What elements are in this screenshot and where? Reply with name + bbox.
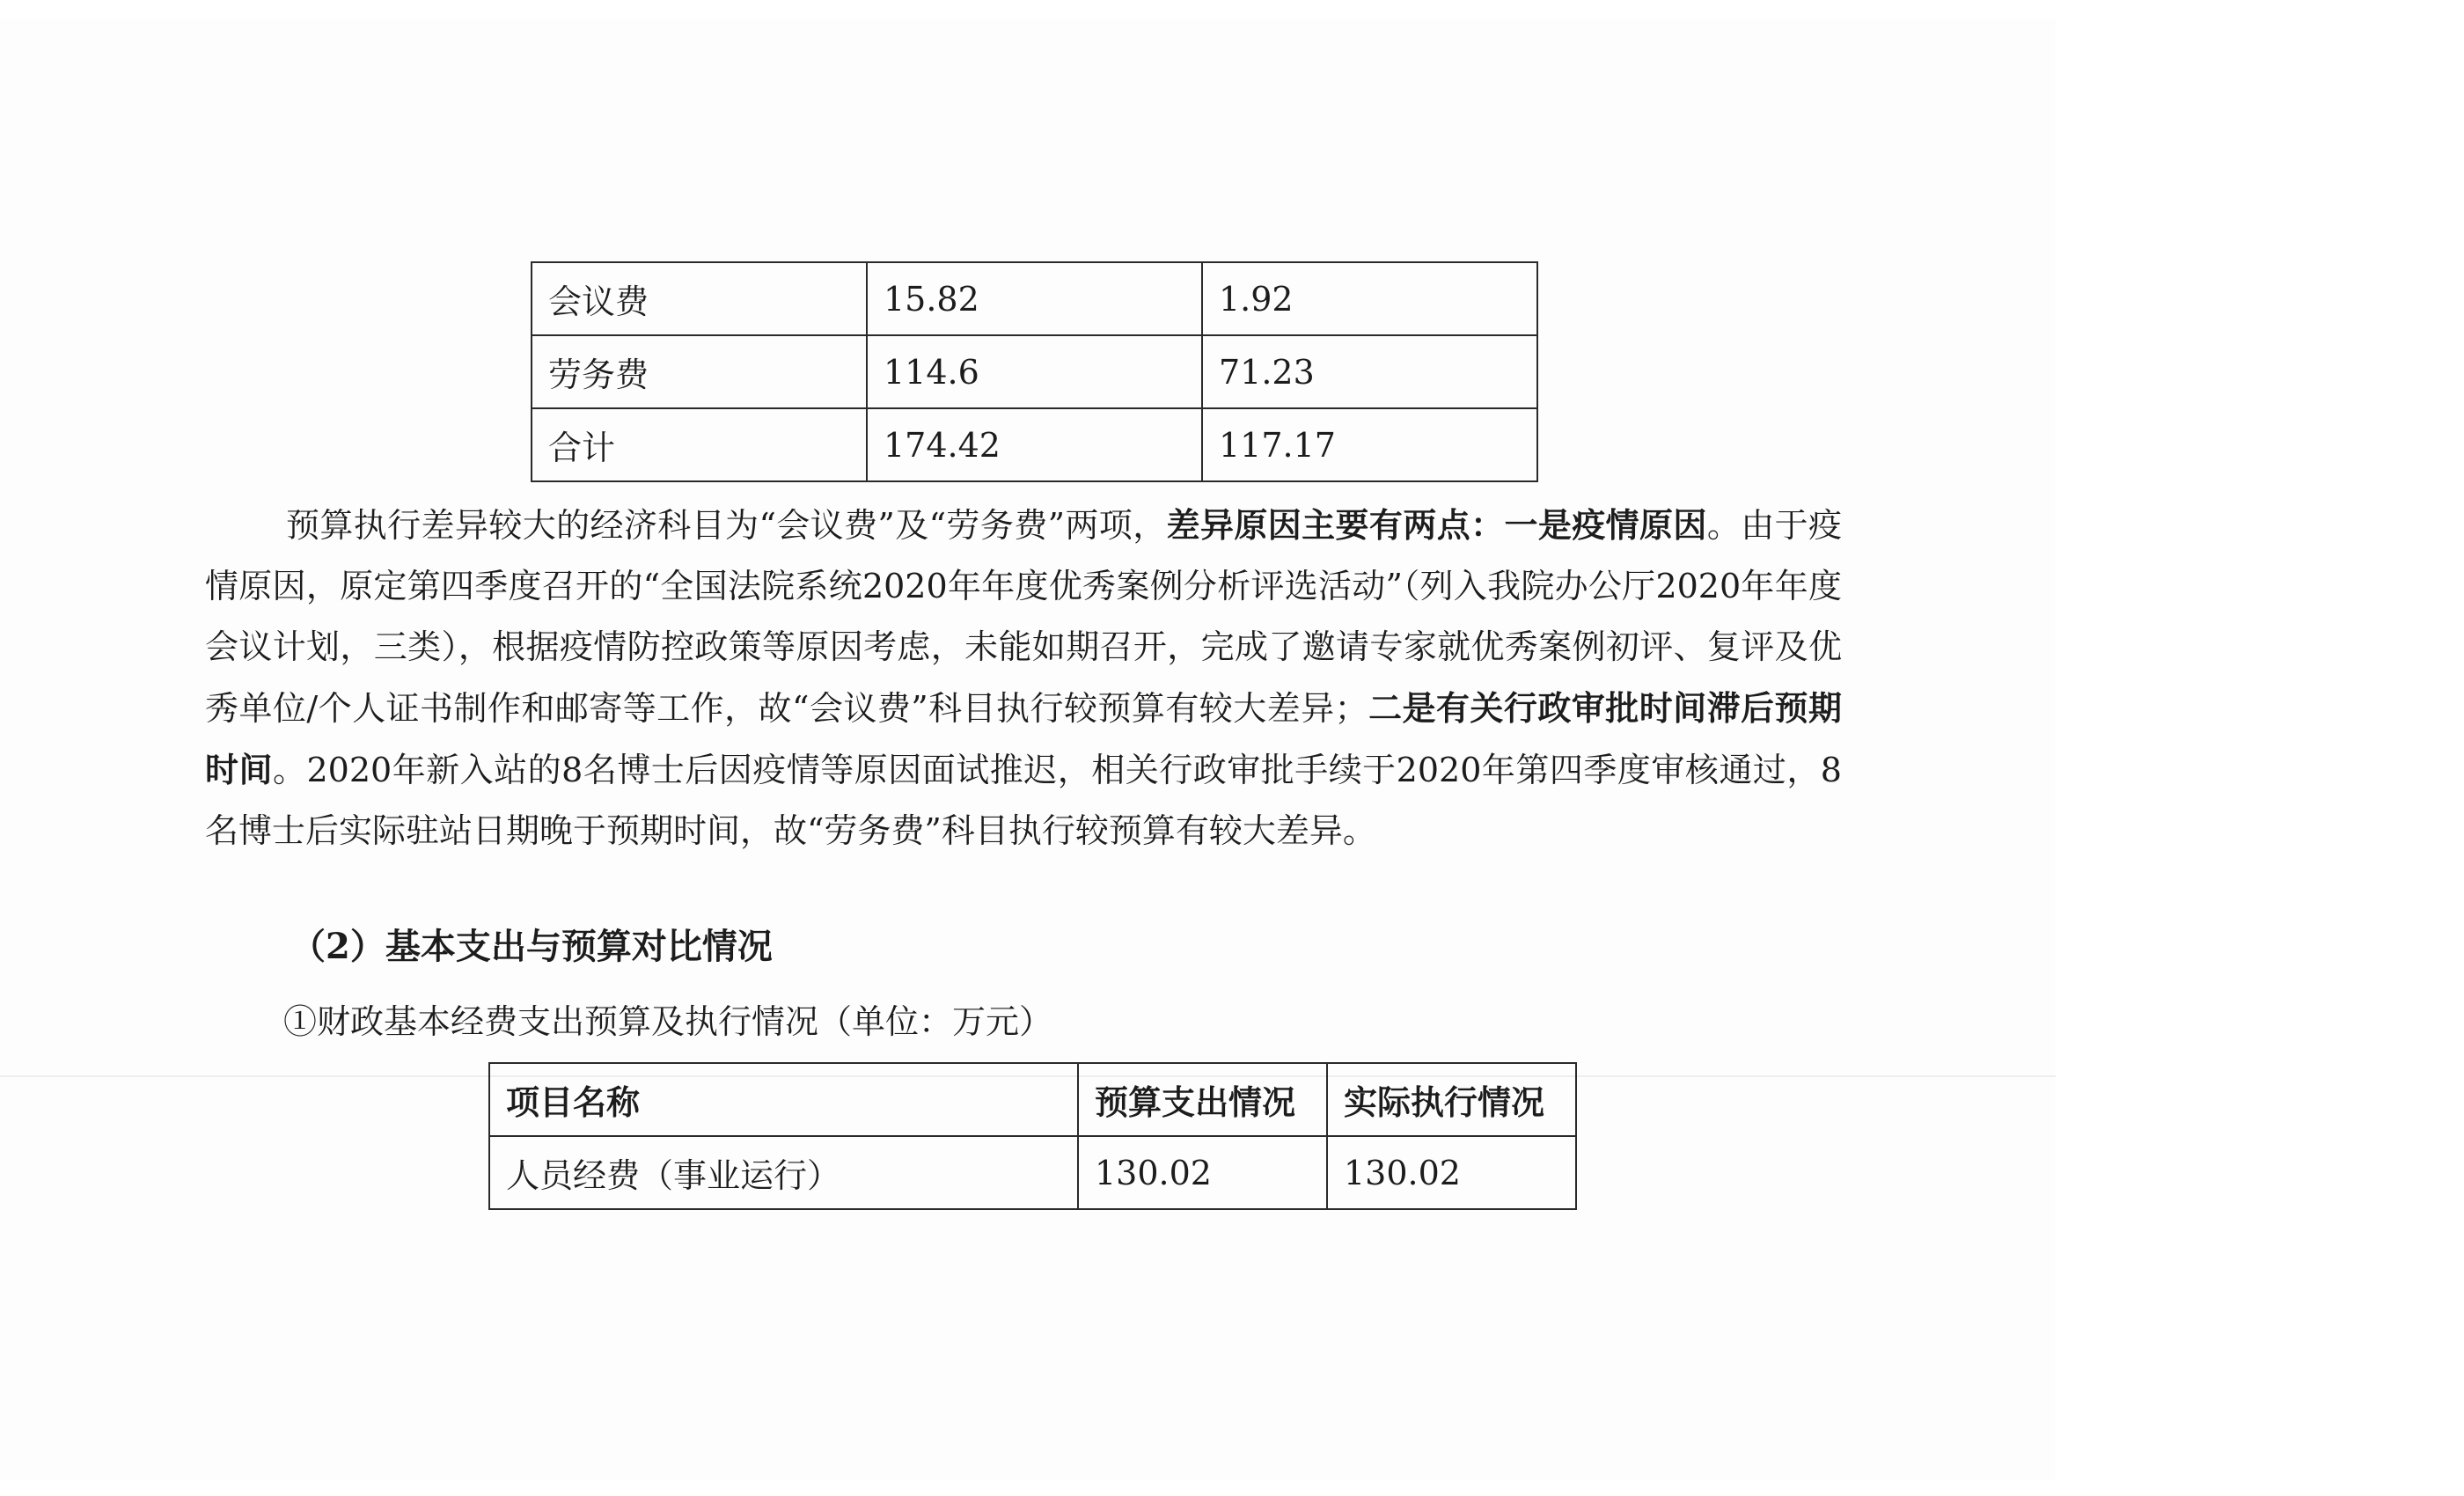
para-bold-text: 二是有关行政审批时间滞后预期时间 — [205, 688, 1842, 789]
table-row-total — [532, 408, 1537, 481]
expense-table — [531, 261, 1538, 482]
table-cell-actual: 130.02 — [1327, 1136, 1576, 1209]
para-bold-text: 差异原因主要有两点：一是疫情原因 — [1166, 505, 1707, 545]
table-cell-item: 劳务费 — [532, 335, 867, 408]
table-header-item: 项目名称 — [489, 1063, 1078, 1136]
table-cell-item: 会议费 — [532, 262, 867, 335]
table-cell-item: 合计 — [532, 408, 867, 481]
section-heading: （2）基本支出与预算对比情况 — [290, 926, 773, 967]
para-text: 预算执行差异较大的经济科目为“会议费”及“劳务费”两项， — [286, 506, 1167, 545]
table-cell-budget: 15.82 — [867, 262, 1202, 335]
table-header-budget: 预算支出情况 — [1078, 1063, 1327, 1136]
para-text: 。2020年新入站的8名博士后因疫情等原因面试推迟，相关行政审批手续于2020年第四季度审核通过，8名博士后实际驻站日期晚于预期时间，故“劳务费”科目执行较预算有较大差异。 — [205, 751, 1842, 850]
page-margin — [2056, 0, 2464, 1496]
table-cell-actual: 117.17 — [1202, 408, 1537, 481]
table-caption: ①财政基本经费支出预算及执行情况（单位：万元） — [283, 1002, 1053, 1041]
table-row — [532, 262, 1537, 335]
para-text: 。由于疫情原因，原定第四季度召开的“全国法院系统2020年年度优秀案例分析评选活动”（列入我院办公厅2020年年度会议计划，三类），根据疫情防控政策等原因考虑，未能如期召开，完成了邀请专家就优秀案例初评、复评及优秀单位/个人证书制作和邮寄等工作，故“会议费”科目执行较预算有较大差异； — [205, 506, 1842, 728]
basic-expense-table — [488, 1062, 1577, 1210]
table-cell-budget: 114.6 — [867, 335, 1202, 408]
table-header-row — [489, 1063, 1576, 1136]
table-cell-actual: 1.92 — [1202, 262, 1537, 335]
table-cell-budget: 174.42 — [867, 408, 1202, 481]
variance-explanation-paragraph — [205, 495, 1842, 862]
table-row — [489, 1136, 1576, 1209]
table-cell-budget: 130.02 — [1078, 1136, 1327, 1209]
table-row — [532, 335, 1537, 408]
table-cell-actual: 71.23 — [1202, 335, 1537, 408]
table-cell-item: 人员经费（事业运行） — [489, 1136, 1078, 1209]
table-header-actual: 实际执行情况 — [1327, 1063, 1576, 1136]
